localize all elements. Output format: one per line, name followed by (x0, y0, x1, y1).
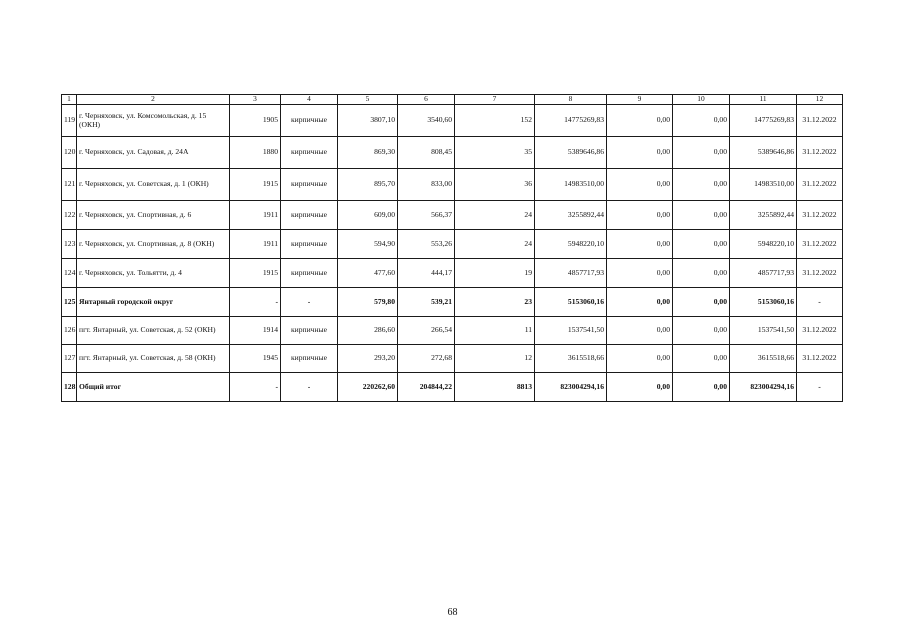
table-row (62, 259, 843, 288)
column-header-12: 12 (797, 95, 843, 105)
cell-area-total: 895,70 (338, 169, 398, 201)
cell-row-number: 119 (62, 105, 77, 137)
cell-address: Общий итог (77, 373, 230, 402)
cell-area-total: 286,60 (338, 317, 398, 345)
cell-wall-material: кирпичные (281, 201, 338, 230)
table-row (62, 373, 843, 402)
cell-cost-other: 0,00 (673, 317, 730, 345)
cell-cost-total: 823004294,16 (535, 373, 607, 402)
cell-wall-material: кирпичные (281, 169, 338, 201)
cell-cost-sum: 3255892,44 (730, 201, 797, 230)
cell-wall-material: кирпичные (281, 345, 338, 373)
cell-cost-sum: 5389646,86 (730, 137, 797, 169)
cell-cost-other: 0,00 (673, 105, 730, 137)
cell-area-total: 579,80 (338, 288, 398, 317)
cell-row-number: 120 (62, 137, 77, 169)
column-header-3: 3 (230, 95, 281, 105)
cell-address: г. Черняховск, ул. Советская, д. 1 (ОКН) (77, 169, 230, 201)
cell-row-number: 121 (62, 169, 77, 201)
cell-cost-other: 0,00 (673, 288, 730, 317)
cell-residents: 12 (455, 345, 535, 373)
column-header-10: 10 (673, 95, 730, 105)
cell-cost-fund: 0,00 (607, 317, 673, 345)
cell-residents: 36 (455, 169, 535, 201)
cell-cost-fund: 0,00 (607, 169, 673, 201)
cell-residents: 23 (455, 288, 535, 317)
cell-address: г. Черняховск, ул. Садовая, д. 24А (77, 137, 230, 169)
cell-row-number: 123 (62, 230, 77, 259)
cell-wall-material: - (281, 373, 338, 402)
cell-residents: 152 (455, 105, 535, 137)
cell-address: г. Черняховск, ул. Спортивная, д. 8 (ОКН) (77, 230, 230, 259)
cell-cost-fund: 0,00 (607, 105, 673, 137)
cell-area-total: 869,30 (338, 137, 398, 169)
cell-year-built: 1911 (230, 230, 281, 259)
cell-row-number: 125 (62, 288, 77, 317)
cell-deadline: 31.12.2022 (797, 169, 843, 201)
cell-wall-material: - (281, 288, 338, 317)
cell-row-number: 126 (62, 317, 77, 345)
cell-cost-fund: 0,00 (607, 230, 673, 259)
cell-area-living: 566,37 (398, 201, 455, 230)
cell-residents: 24 (455, 201, 535, 230)
cell-cost-total: 1537541,50 (535, 317, 607, 345)
cell-cost-total: 3255892,44 (535, 201, 607, 230)
column-header-6: 6 (398, 95, 455, 105)
cell-cost-sum: 14983510,00 (730, 169, 797, 201)
cell-cost-total: 5389646,86 (535, 137, 607, 169)
cell-cost-fund: 0,00 (607, 201, 673, 230)
cell-cost-sum: 5153060,16 (730, 288, 797, 317)
table-row (62, 230, 843, 259)
cell-row-number: 128 (62, 373, 77, 402)
cell-cost-fund: 0,00 (607, 259, 673, 288)
cell-area-total: 477,60 (338, 259, 398, 288)
cell-row-number: 122 (62, 201, 77, 230)
cell-cost-other: 0,00 (673, 137, 730, 169)
cell-cost-sum: 3615518,66 (730, 345, 797, 373)
cell-cost-total: 3615518,66 (535, 345, 607, 373)
table-row (62, 317, 843, 345)
cell-area-living: 266,54 (398, 317, 455, 345)
cell-area-living: 272,68 (398, 345, 455, 373)
cell-cost-other: 0,00 (673, 259, 730, 288)
cell-area-living: 833,00 (398, 169, 455, 201)
cell-year-built: 1880 (230, 137, 281, 169)
table-row (62, 169, 843, 201)
cell-area-living: 808,45 (398, 137, 455, 169)
cell-year-built: 1945 (230, 345, 281, 373)
table-row (62, 201, 843, 230)
column-header-9: 9 (607, 95, 673, 105)
cell-area-total: 609,00 (338, 201, 398, 230)
cell-area-total: 3807,10 (338, 105, 398, 137)
cell-address: пгт. Янтарный, ул. Советская, д. 58 (ОКН) (77, 345, 230, 373)
cell-cost-sum: 4857717,93 (730, 259, 797, 288)
cell-address: г. Черняховск, ул. Комсомольская, д. 15 (ОКН) (77, 105, 230, 137)
cell-residents: 35 (455, 137, 535, 169)
cell-year-built: 1911 (230, 201, 281, 230)
column-header-5: 5 (338, 95, 398, 105)
cell-cost-sum: 823004294,16 (730, 373, 797, 402)
cell-deadline: 31.12.2022 (797, 317, 843, 345)
cell-area-total: 220262,60 (338, 373, 398, 402)
header-row (62, 95, 843, 105)
cell-area-living: 553,26 (398, 230, 455, 259)
cell-year-built: - (230, 373, 281, 402)
cell-deadline: 31.12.2022 (797, 201, 843, 230)
cell-deadline: 31.12.2022 (797, 230, 843, 259)
cell-cost-other: 0,00 (673, 373, 730, 402)
cell-address: г. Черняховск, ул. Тольятти, д. 4 (77, 259, 230, 288)
cell-cost-fund: 0,00 (607, 137, 673, 169)
cell-cost-total: 4857717,93 (535, 259, 607, 288)
table-row (62, 137, 843, 169)
cell-wall-material: кирпичные (281, 259, 338, 288)
cell-cost-total: 14775269,83 (535, 105, 607, 137)
column-header-2: 2 (77, 95, 230, 105)
register-table (61, 94, 843, 402)
column-header-7: 7 (455, 95, 535, 105)
table-row (62, 288, 843, 317)
cell-deadline: - (797, 288, 843, 317)
cell-address: г. Черняховск, ул. Спортивная, д. 6 (77, 201, 230, 230)
cell-deadline: 31.12.2022 (797, 259, 843, 288)
cell-cost-other: 0,00 (673, 169, 730, 201)
cell-cost-sum: 14775269,83 (730, 105, 797, 137)
cell-deadline: 31.12.2022 (797, 105, 843, 137)
cell-cost-total: 5948220,10 (535, 230, 607, 259)
cell-year-built: 1914 (230, 317, 281, 345)
cell-address: пгт. Янтарный, ул. Советская, д. 52 (ОКН) (77, 317, 230, 345)
cell-cost-fund: 0,00 (607, 373, 673, 402)
cell-address: Янтарный городской округ (77, 288, 230, 317)
table-row (62, 105, 843, 137)
cell-cost-fund: 0,00 (607, 288, 673, 317)
cell-cost-fund: 0,00 (607, 345, 673, 373)
cell-cost-total: 5153060,16 (535, 288, 607, 317)
cell-area-living: 539,21 (398, 288, 455, 317)
cell-year-built: - (230, 288, 281, 317)
cell-area-living: 444,17 (398, 259, 455, 288)
cell-year-built: 1915 (230, 169, 281, 201)
column-header-1: 1 (62, 95, 77, 105)
cell-wall-material: кирпичные (281, 317, 338, 345)
cell-cost-sum: 1537541,50 (730, 317, 797, 345)
cell-cost-total: 14983510,00 (535, 169, 607, 201)
cell-year-built: 1905 (230, 105, 281, 137)
cell-deadline: 31.12.2022 (797, 137, 843, 169)
cell-cost-other: 0,00 (673, 230, 730, 259)
cell-wall-material: кирпичные (281, 230, 338, 259)
cell-residents: 8813 (455, 373, 535, 402)
table-body (62, 95, 843, 402)
cell-wall-material: кирпичные (281, 137, 338, 169)
column-header-11: 11 (730, 95, 797, 105)
cell-cost-sum: 5948220,10 (730, 230, 797, 259)
column-header-8: 8 (535, 95, 607, 105)
page-number: 68 (447, 607, 458, 618)
cell-row-number: 127 (62, 345, 77, 373)
cell-row-number: 124 (62, 259, 77, 288)
cell-area-living: 204844,22 (398, 373, 455, 402)
cell-deadline: 31.12.2022 (797, 345, 843, 373)
cell-residents: 11 (455, 317, 535, 345)
cell-area-total: 594,90 (338, 230, 398, 259)
cell-cost-other: 0,00 (673, 201, 730, 230)
cell-year-built: 1915 (230, 259, 281, 288)
cell-residents: 19 (455, 259, 535, 288)
cell-area-total: 293,20 (338, 345, 398, 373)
cell-residents: 24 (455, 230, 535, 259)
cell-deadline: - (797, 373, 843, 402)
cell-area-living: 3540,60 (398, 105, 455, 137)
cell-wall-material: кирпичные (281, 105, 338, 137)
table-row (62, 345, 843, 373)
cell-cost-other: 0,00 (673, 345, 730, 373)
column-header-4: 4 (281, 95, 338, 105)
